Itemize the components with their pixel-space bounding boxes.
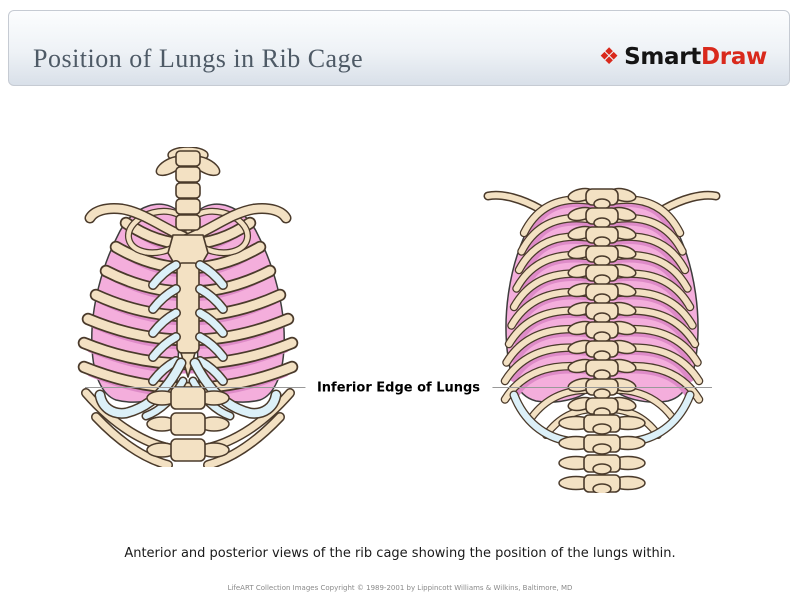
header-bar <box>8 10 790 86</box>
logo-text-smart: Smart <box>624 44 701 70</box>
smartdraw-logo <box>599 44 767 70</box>
inferior-edge-annotation-label: Inferior Edge of Lungs <box>305 381 492 396</box>
logo-text-draw: Draw <box>700 44 767 70</box>
figure-caption: Anterior and posterior views of the rib cage showing the position of the lungs within. <box>124 546 676 561</box>
diamond-cluster-icon: ❖ <box>598 43 620 70</box>
copyright-notice: LifeART Collection Images Copyright © 1989-2001 by Lippincott Williams & Wilkins, Baltimore, MD <box>227 584 573 592</box>
page-title: Position of Lungs in Rib Cage <box>33 44 364 73</box>
anterior-ribcage-illustration <box>70 147 310 467</box>
posterior-ribcage-illustration <box>482 163 722 493</box>
inferior-edge-annotation-line <box>85 380 712 396</box>
